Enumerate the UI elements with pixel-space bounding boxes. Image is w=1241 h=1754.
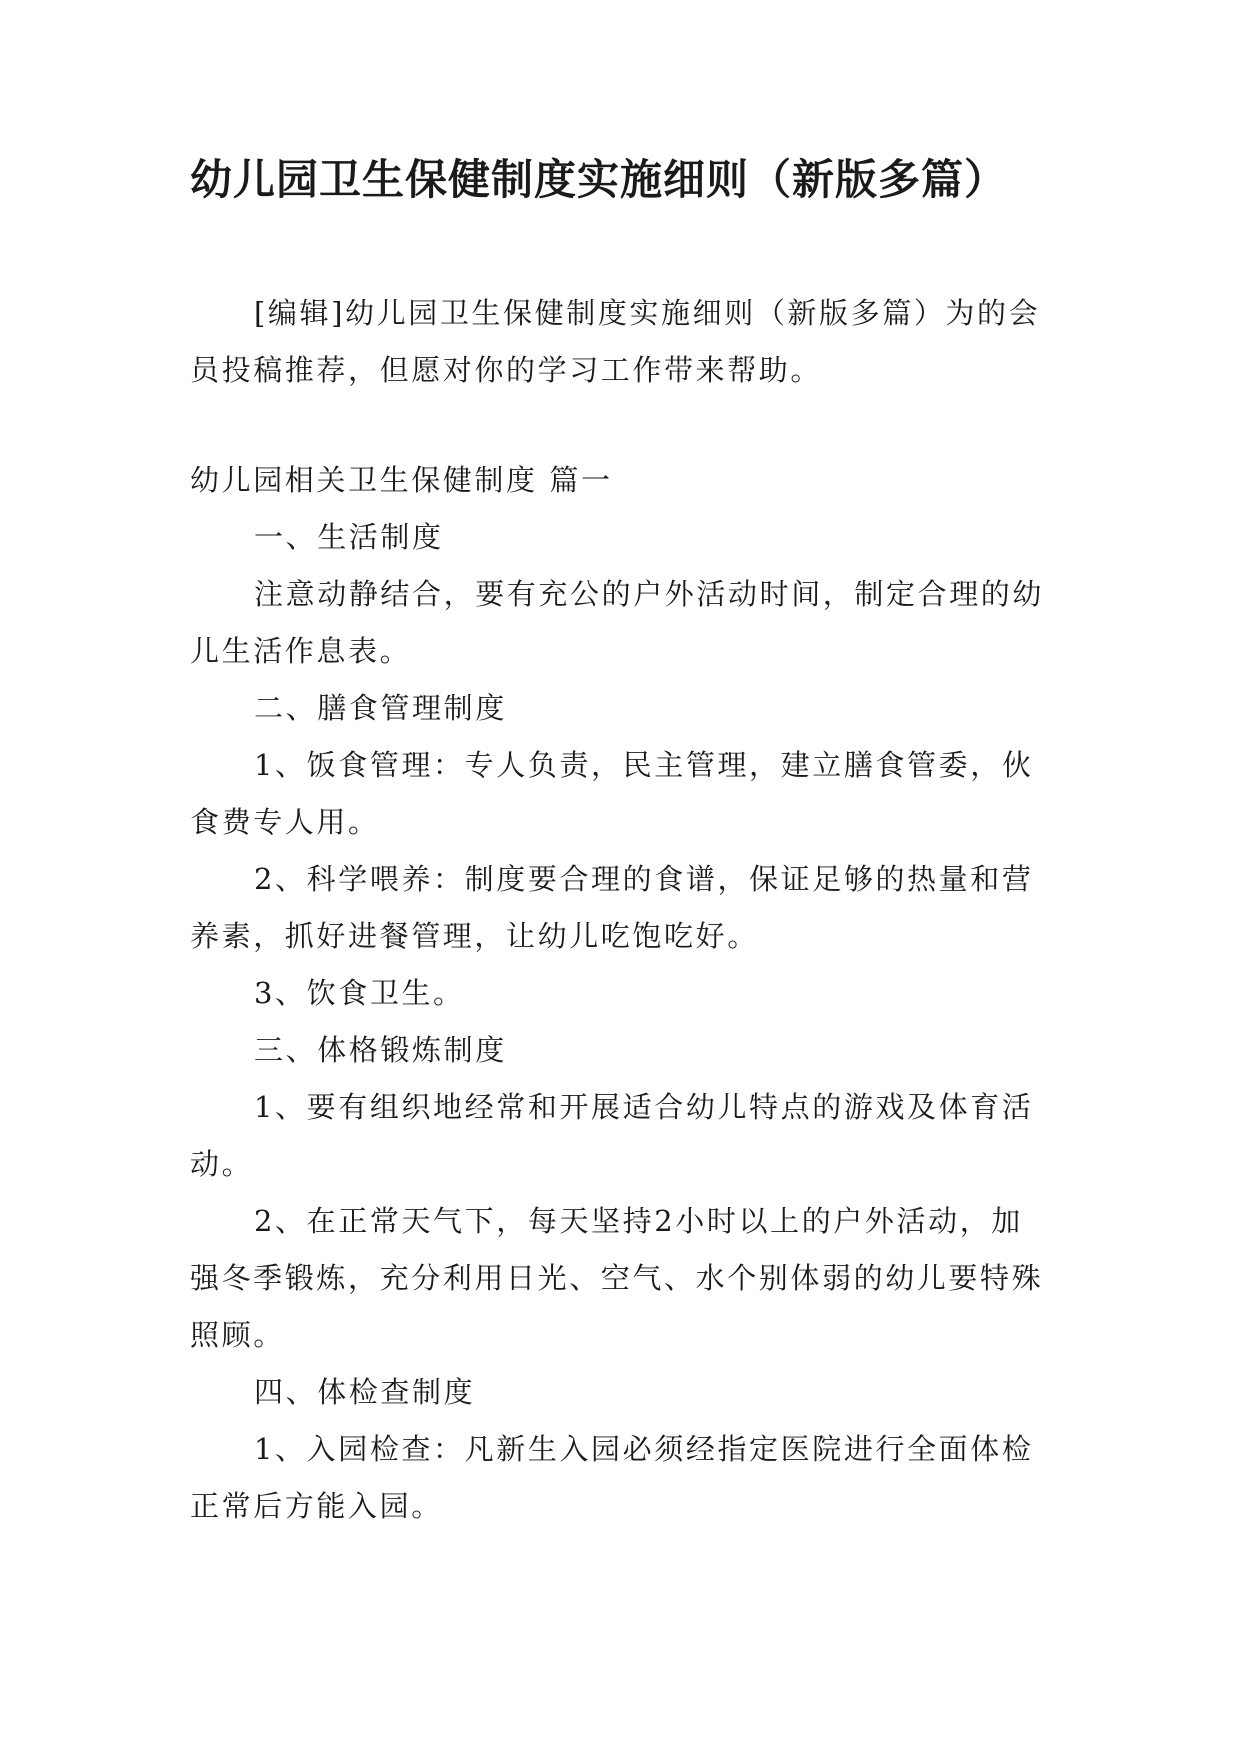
paragraph: 1、入园检查：凡新生入园必须经指定医院进行全面体检正常后方能入园。 (190, 1432, 1034, 1523)
paragraph: 四、体检查制度 (254, 1375, 476, 1409)
paragraph: 2、在正常天气下，每天坚持2小时以上的户外活动，加强冬季锻炼，充分利用日光、空气、水个别体弱的幼儿要特殊照顾。 (190, 1204, 1044, 1352)
document-body (190, 285, 1052, 1535)
paragraph: 1、要有组织地经常和开展适合幼儿特点的游戏及体育活动。 (190, 1090, 1034, 1181)
paragraph: 三、体格锻炼制度 (254, 1033, 507, 1067)
paragraph: 3、饮食卫生。 (254, 976, 465, 1010)
section-heading: 幼儿园相关卫生保健制度 篇一 (190, 463, 613, 497)
paragraph: 1、饭食管理：专人负责，民主管理，建立膳食管委，伙食费专人用。 (190, 748, 1034, 839)
paragraph: 二、膳食管理制度 (254, 691, 507, 725)
paragraph: 一、生活制度 (254, 520, 444, 554)
paragraph: 2、科学喂养：制度要合理的食谱，保证足够的热量和营养素，抓好进餐管理，让幼儿吃饱吃好。 (190, 862, 1034, 953)
intro-paragraph: [编辑]幼儿园卫生保健制度实施细则（新版多篇）为的会员投稿推荐，但愿对你的学习工作带来帮助。 (190, 296, 1041, 387)
paragraph: 注意动静结合，要有充公的户外活动时间，制定合理的幼儿生活作息表。 (190, 577, 1045, 668)
document-title: 幼儿园卫生保健制度实施细则（新版多篇） (190, 155, 1008, 204)
